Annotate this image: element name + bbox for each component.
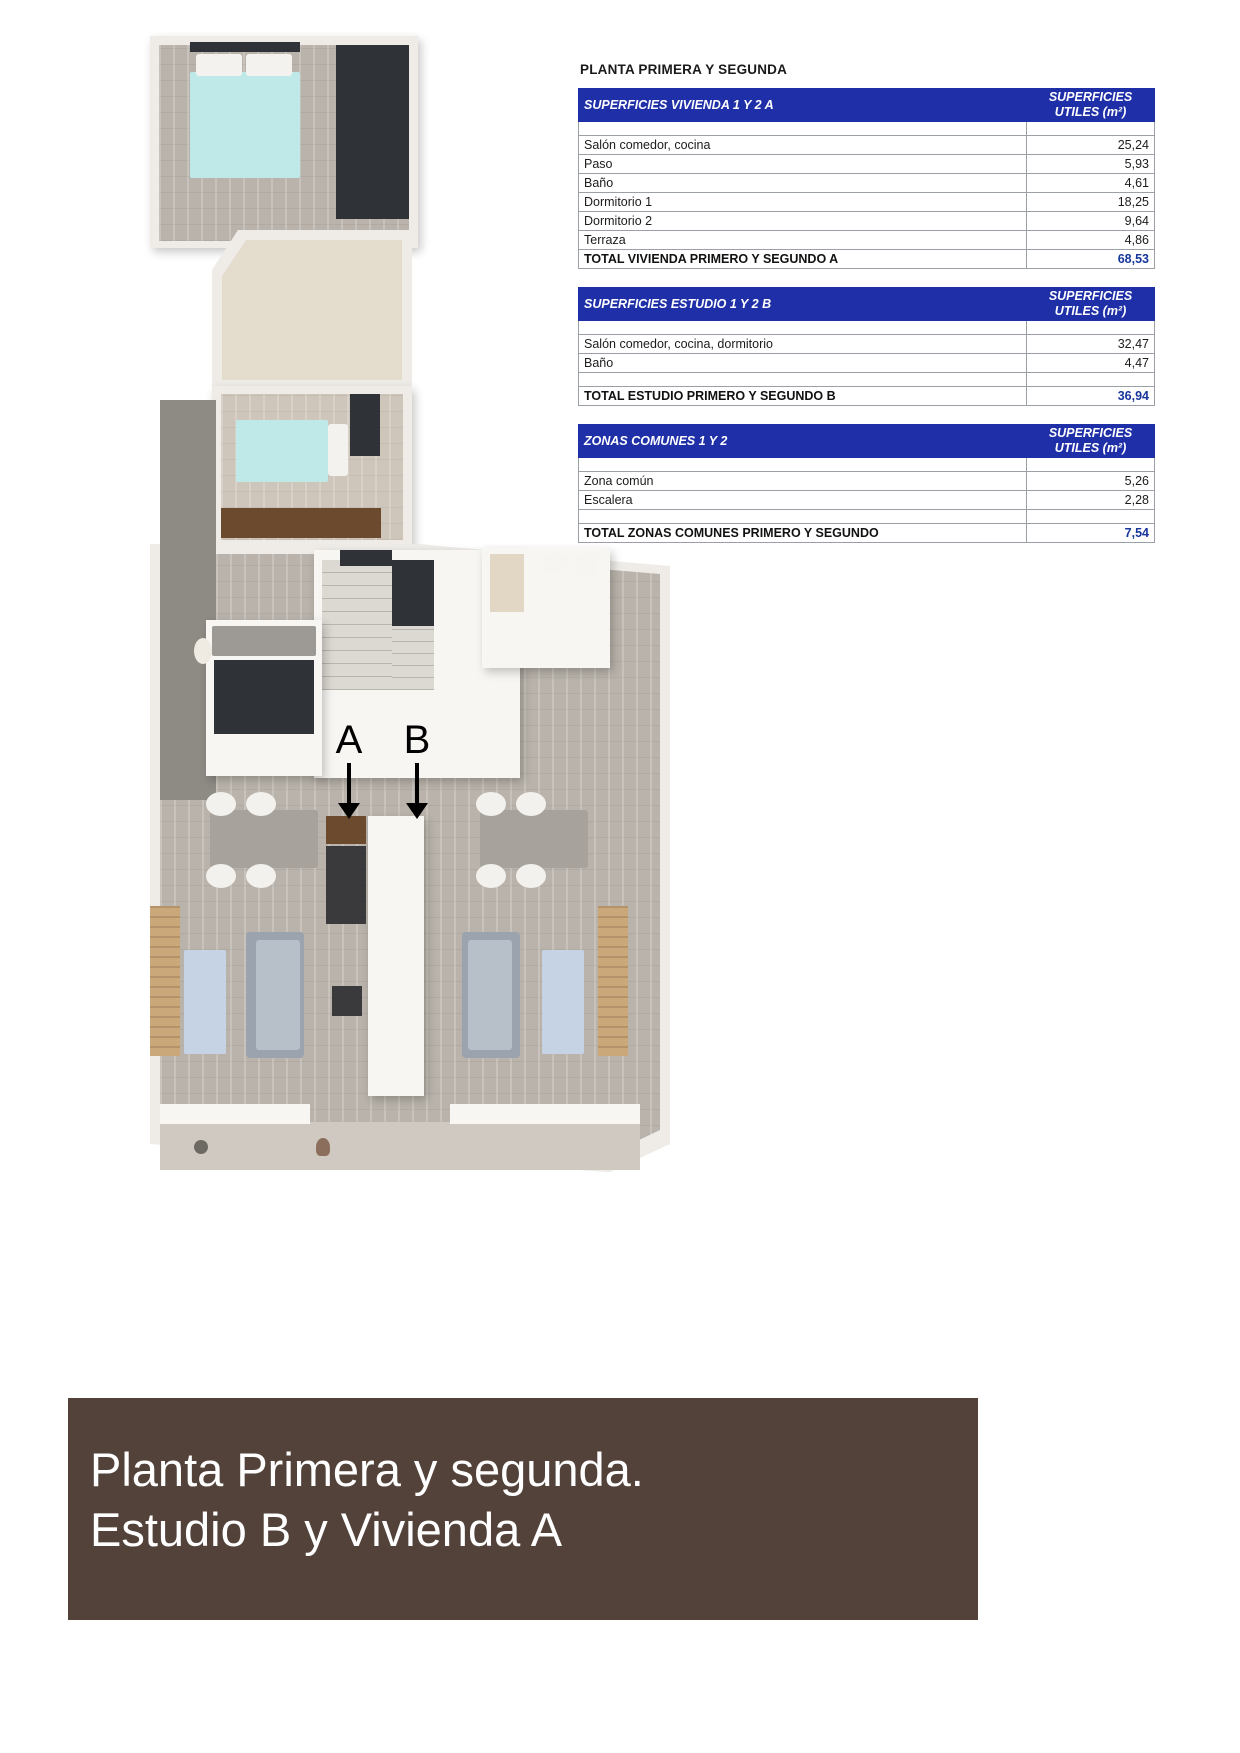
table-estudio-header-left: SUPERFICIES ESTUDIO 1 Y 2 B bbox=[579, 288, 1027, 321]
planter bbox=[194, 1140, 208, 1154]
table-row bbox=[579, 354, 1155, 373]
kitchen-counter bbox=[326, 846, 366, 924]
table-row bbox=[579, 472, 1155, 491]
table-zonas-comunes bbox=[578, 424, 1155, 543]
bedroom-a-bed bbox=[214, 660, 314, 734]
sheet-title: PLANTA PRIMERA Y SEGUNDA bbox=[580, 62, 788, 77]
caption-banner bbox=[68, 1398, 978, 1620]
row-label: Baño bbox=[579, 174, 1027, 193]
row-label: Salón comedor, cocina bbox=[579, 136, 1027, 155]
marker-a-letter: A bbox=[335, 718, 363, 762]
marker-b-arrow-shaft bbox=[415, 763, 419, 803]
marker-b-letter: B bbox=[403, 718, 431, 762]
entry-canopy-left bbox=[160, 1104, 310, 1124]
table-zonas-gap-row bbox=[579, 510, 1155, 524]
sink bbox=[542, 554, 568, 572]
terrace-left-decking bbox=[150, 906, 180, 1056]
table-estudio-header-right: SUPERFICIES UTILES (m²) bbox=[1027, 288, 1155, 321]
stair-step bbox=[322, 677, 392, 690]
total-label: TOTAL VIVIENDA PRIMERO Y SEGUNDO A bbox=[579, 250, 1027, 269]
table-row bbox=[579, 174, 1155, 193]
table-row bbox=[579, 212, 1155, 231]
staircase bbox=[322, 560, 392, 690]
bed-headboard bbox=[190, 42, 300, 52]
dining-chair-left-4 bbox=[246, 864, 276, 888]
row-label: Dormitorio 1 bbox=[579, 193, 1027, 212]
dining-chair-left-2 bbox=[246, 792, 276, 816]
row-label: Dormitorio 2 bbox=[579, 212, 1027, 231]
stair-step bbox=[322, 612, 392, 625]
bedroom2-bed bbox=[236, 420, 348, 482]
stair-upper-flight bbox=[392, 626, 434, 690]
table-vivienda-header bbox=[579, 89, 1155, 122]
row-value: 4,86 bbox=[1027, 231, 1155, 250]
terrace-right-decking bbox=[598, 906, 628, 1056]
table-zonas-header-right: SUPERFICIES UTILES (m²) bbox=[1027, 425, 1155, 458]
bed-pillow-2 bbox=[246, 54, 292, 76]
table-total-row bbox=[579, 524, 1155, 543]
table-estudio-spacer-row bbox=[579, 321, 1155, 335]
table-vivienda-spacer-row bbox=[579, 122, 1155, 136]
stair-landing-dark bbox=[392, 560, 434, 626]
row-label: Baño bbox=[579, 354, 1027, 373]
dining-table-left bbox=[210, 810, 318, 868]
stair-step bbox=[322, 638, 392, 651]
row-label: Zona común bbox=[579, 472, 1027, 491]
row-label: Salón comedor, cocina, dormitorio bbox=[579, 335, 1027, 354]
row-value: 18,25 bbox=[1027, 193, 1155, 212]
total-label: TOTAL ESTUDIO PRIMERO Y SEGUNDO B bbox=[579, 387, 1027, 406]
bathtub bbox=[490, 554, 524, 612]
bedroom2-wood-sideboard bbox=[221, 508, 381, 538]
stair-step bbox=[322, 599, 392, 612]
bed-duvet bbox=[190, 72, 300, 178]
kitchen-sink-unit bbox=[332, 986, 362, 1016]
table-total-row bbox=[579, 387, 1155, 406]
bed-pillow-1 bbox=[196, 54, 242, 76]
total-label: TOTAL ZONAS COMUNES PRIMERO Y SEGUNDO bbox=[579, 524, 1027, 543]
row-value: 9,64 bbox=[1027, 212, 1155, 231]
upper-bed bbox=[190, 50, 300, 178]
table-row bbox=[579, 231, 1155, 250]
sofa-right bbox=[462, 932, 520, 1058]
table-zonas-spacer-row bbox=[579, 458, 1155, 472]
row-value: 25,24 bbox=[1027, 136, 1155, 155]
bathroom-shelf bbox=[482, 622, 582, 636]
table-estudio-header bbox=[579, 288, 1155, 321]
stair-step bbox=[322, 573, 392, 586]
bed2-pillow bbox=[328, 424, 348, 476]
bed2-duvet bbox=[236, 420, 328, 482]
dining-chair-right-2 bbox=[516, 792, 546, 816]
dining-chair-right-1 bbox=[476, 792, 506, 816]
caption-line-1: Planta Primera y segunda. bbox=[90, 1443, 644, 1496]
row-value: 32,47 bbox=[1027, 335, 1155, 354]
bedroom2-wardrobe bbox=[350, 394, 380, 456]
table-row bbox=[579, 136, 1155, 155]
row-label: Escalera bbox=[579, 491, 1027, 510]
stair-step bbox=[322, 651, 392, 664]
sofa-right-seat bbox=[468, 940, 512, 1050]
dining-table-right bbox=[480, 810, 588, 868]
table-vivienda bbox=[578, 88, 1155, 269]
kitchen-appliance bbox=[378, 888, 400, 910]
table-estudio bbox=[578, 287, 1155, 406]
rug-right bbox=[542, 950, 584, 1054]
lift-shaft bbox=[340, 550, 392, 566]
terrace-floor bbox=[222, 240, 402, 380]
dining-chair-left-1 bbox=[206, 792, 236, 816]
kitchen-upper-unit bbox=[326, 816, 366, 844]
marker-b bbox=[394, 720, 440, 819]
total-value: 7,54 bbox=[1027, 524, 1155, 543]
table-vivienda-header-left: SUPERFICIES VIVIENDA 1 Y 2 A bbox=[579, 89, 1027, 122]
bedroom-a-lamp bbox=[194, 638, 212, 664]
stair-step bbox=[322, 586, 392, 599]
dining-chair-left-3 bbox=[206, 864, 236, 888]
row-label: Paso bbox=[579, 155, 1027, 174]
table-estudio-gap-row bbox=[579, 373, 1155, 387]
table-vivienda-header-right: SUPERFICIES UTILES (m²) bbox=[1027, 89, 1155, 122]
dining-chair-right-4 bbox=[516, 864, 546, 888]
rug-left bbox=[184, 950, 226, 1054]
pedestrian-figure bbox=[316, 1138, 330, 1156]
street-strip bbox=[160, 1122, 640, 1170]
table-zonas-header-left: ZONAS COMUNES 1 Y 2 bbox=[579, 425, 1027, 458]
row-value: 4,61 bbox=[1027, 174, 1155, 193]
sofa-left bbox=[246, 932, 304, 1058]
total-value: 68,53 bbox=[1027, 250, 1155, 269]
caption-line-2: Estudio B y Vivienda A bbox=[90, 1503, 563, 1556]
surface-tables bbox=[578, 62, 1158, 561]
table-row bbox=[579, 491, 1155, 510]
upper-wardrobe bbox=[336, 45, 409, 219]
table-total-row bbox=[579, 250, 1155, 269]
sofa-left-seat bbox=[256, 940, 300, 1050]
entry-canopy-right bbox=[450, 1104, 640, 1124]
marker-b-arrow-head bbox=[406, 803, 428, 819]
marker-a bbox=[326, 720, 372, 819]
stair-step bbox=[322, 664, 392, 677]
table-row bbox=[579, 155, 1155, 174]
row-value: 2,28 bbox=[1027, 491, 1155, 510]
stair-step bbox=[322, 625, 392, 638]
table-row bbox=[579, 335, 1155, 354]
row-value: 5,93 bbox=[1027, 155, 1155, 174]
row-value: 5,26 bbox=[1027, 472, 1155, 491]
central-partition bbox=[368, 816, 424, 1096]
total-value: 36,94 bbox=[1027, 387, 1155, 406]
marker-a-arrow-head bbox=[338, 803, 360, 819]
row-label: Terraza bbox=[579, 231, 1027, 250]
table-zonas-header bbox=[579, 425, 1155, 458]
row-value: 4,47 bbox=[1027, 354, 1155, 373]
table-row bbox=[579, 193, 1155, 212]
marker-a-arrow-shaft bbox=[347, 763, 351, 803]
bedroom-a-rug bbox=[212, 626, 316, 656]
dining-chair-right-3 bbox=[476, 864, 506, 888]
